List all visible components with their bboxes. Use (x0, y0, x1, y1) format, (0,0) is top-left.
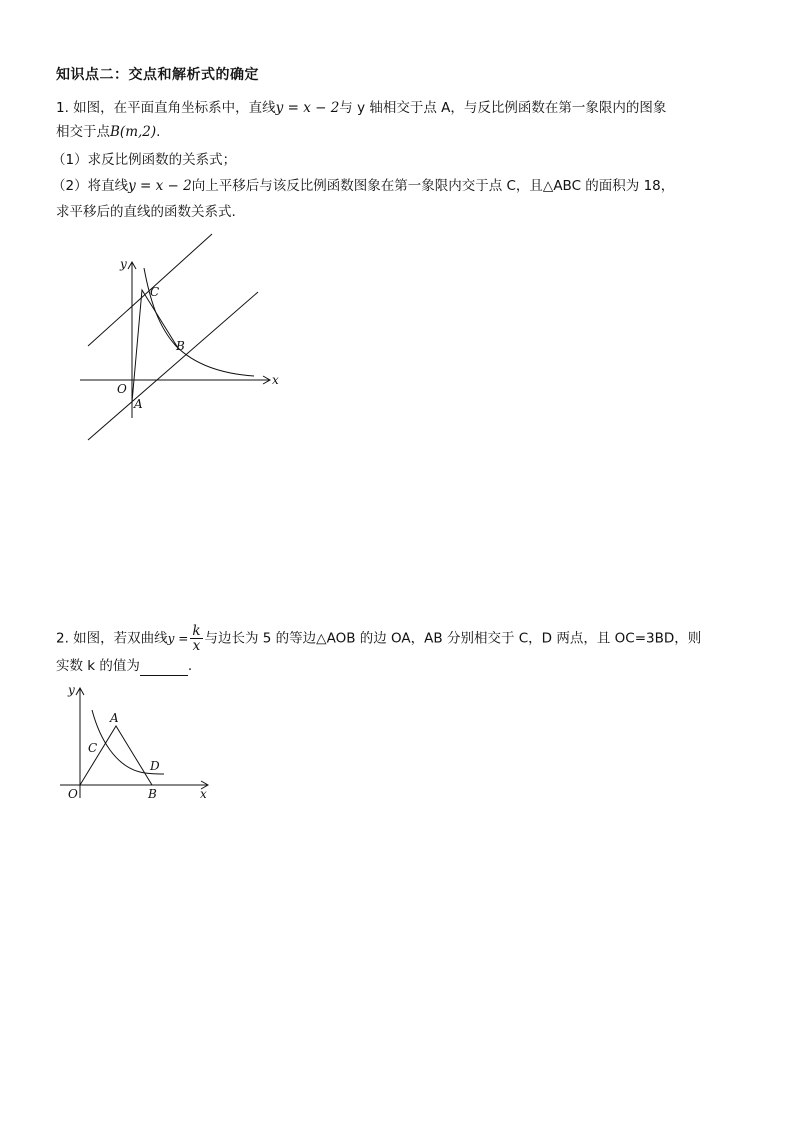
q1-label-a: A (134, 397, 143, 411)
q1-point-b: B(m,2) (110, 124, 157, 140)
q1-text-4b: 向上平移后与该反比例函数图象在第一象限内交于点 C，且△ABC 的面积为 18， (191, 178, 675, 194)
q1-line-original (88, 292, 258, 440)
q1-text-4a: （2）将直线 (52, 178, 129, 194)
q2-text-1a: 2. 如图，若双曲线 (56, 630, 168, 647)
q2-triangle-aob (80, 726, 152, 785)
q2-label-a: A (110, 711, 119, 725)
q1-text-2a: 相交于点 (56, 124, 110, 140)
q2-fraction (190, 624, 202, 653)
q2-text-1b: 与边长为 5 的等边△AOB 的边 OA，AB 分别相交于 C，D 两点，且 OC=3BD，则 (204, 630, 702, 647)
q1-label-b: B (176, 339, 185, 353)
q2-label-c: C (88, 741, 98, 755)
q1-triangle-abc (132, 290, 178, 402)
q1-label-y: y (120, 257, 127, 271)
q2-line-1 (56, 624, 701, 653)
q2-label-y: y (68, 683, 75, 697)
q1-line-3: （1）求反比例函数的关系式； (52, 152, 237, 168)
q2-text-2b: . (187, 658, 193, 674)
q2-label-x: x (200, 787, 207, 801)
q2-label-d: D (150, 759, 160, 773)
q1-label-x: x (272, 373, 279, 387)
q1-equation: y = x − 2 (275, 100, 340, 116)
q2-frac-numerator: k (192, 623, 201, 639)
q1-hyperbola (144, 268, 254, 376)
q1-figure (0, 0, 794, 460)
q1-text-1b: 与 y 轴相交于点 A，与反比例函数在第一象限内的图象 (339, 100, 667, 116)
q1-equation-2: y = x − 2 (128, 178, 192, 194)
q1-line-5: 求平移后的直线的函数关系式. (56, 204, 236, 220)
q2-frac-denominator: x (192, 638, 201, 654)
q2-label-b: B (148, 787, 157, 801)
q1-label-c: C (150, 285, 160, 299)
q1-label-o: O (117, 382, 127, 396)
q1-text-2b: . (156, 124, 161, 140)
q2-text-2a: 实数 k 的值为 (56, 658, 140, 674)
section-heading: 知识点二：交点和解析式的确定 (56, 67, 259, 83)
q1-text-1a: 1. 如图，在平面直角坐标系中，直线 (56, 100, 276, 116)
q2-label-o: O (68, 787, 78, 801)
q2-frac-lhs: y = (167, 631, 189, 646)
q2-figure (0, 670, 794, 810)
